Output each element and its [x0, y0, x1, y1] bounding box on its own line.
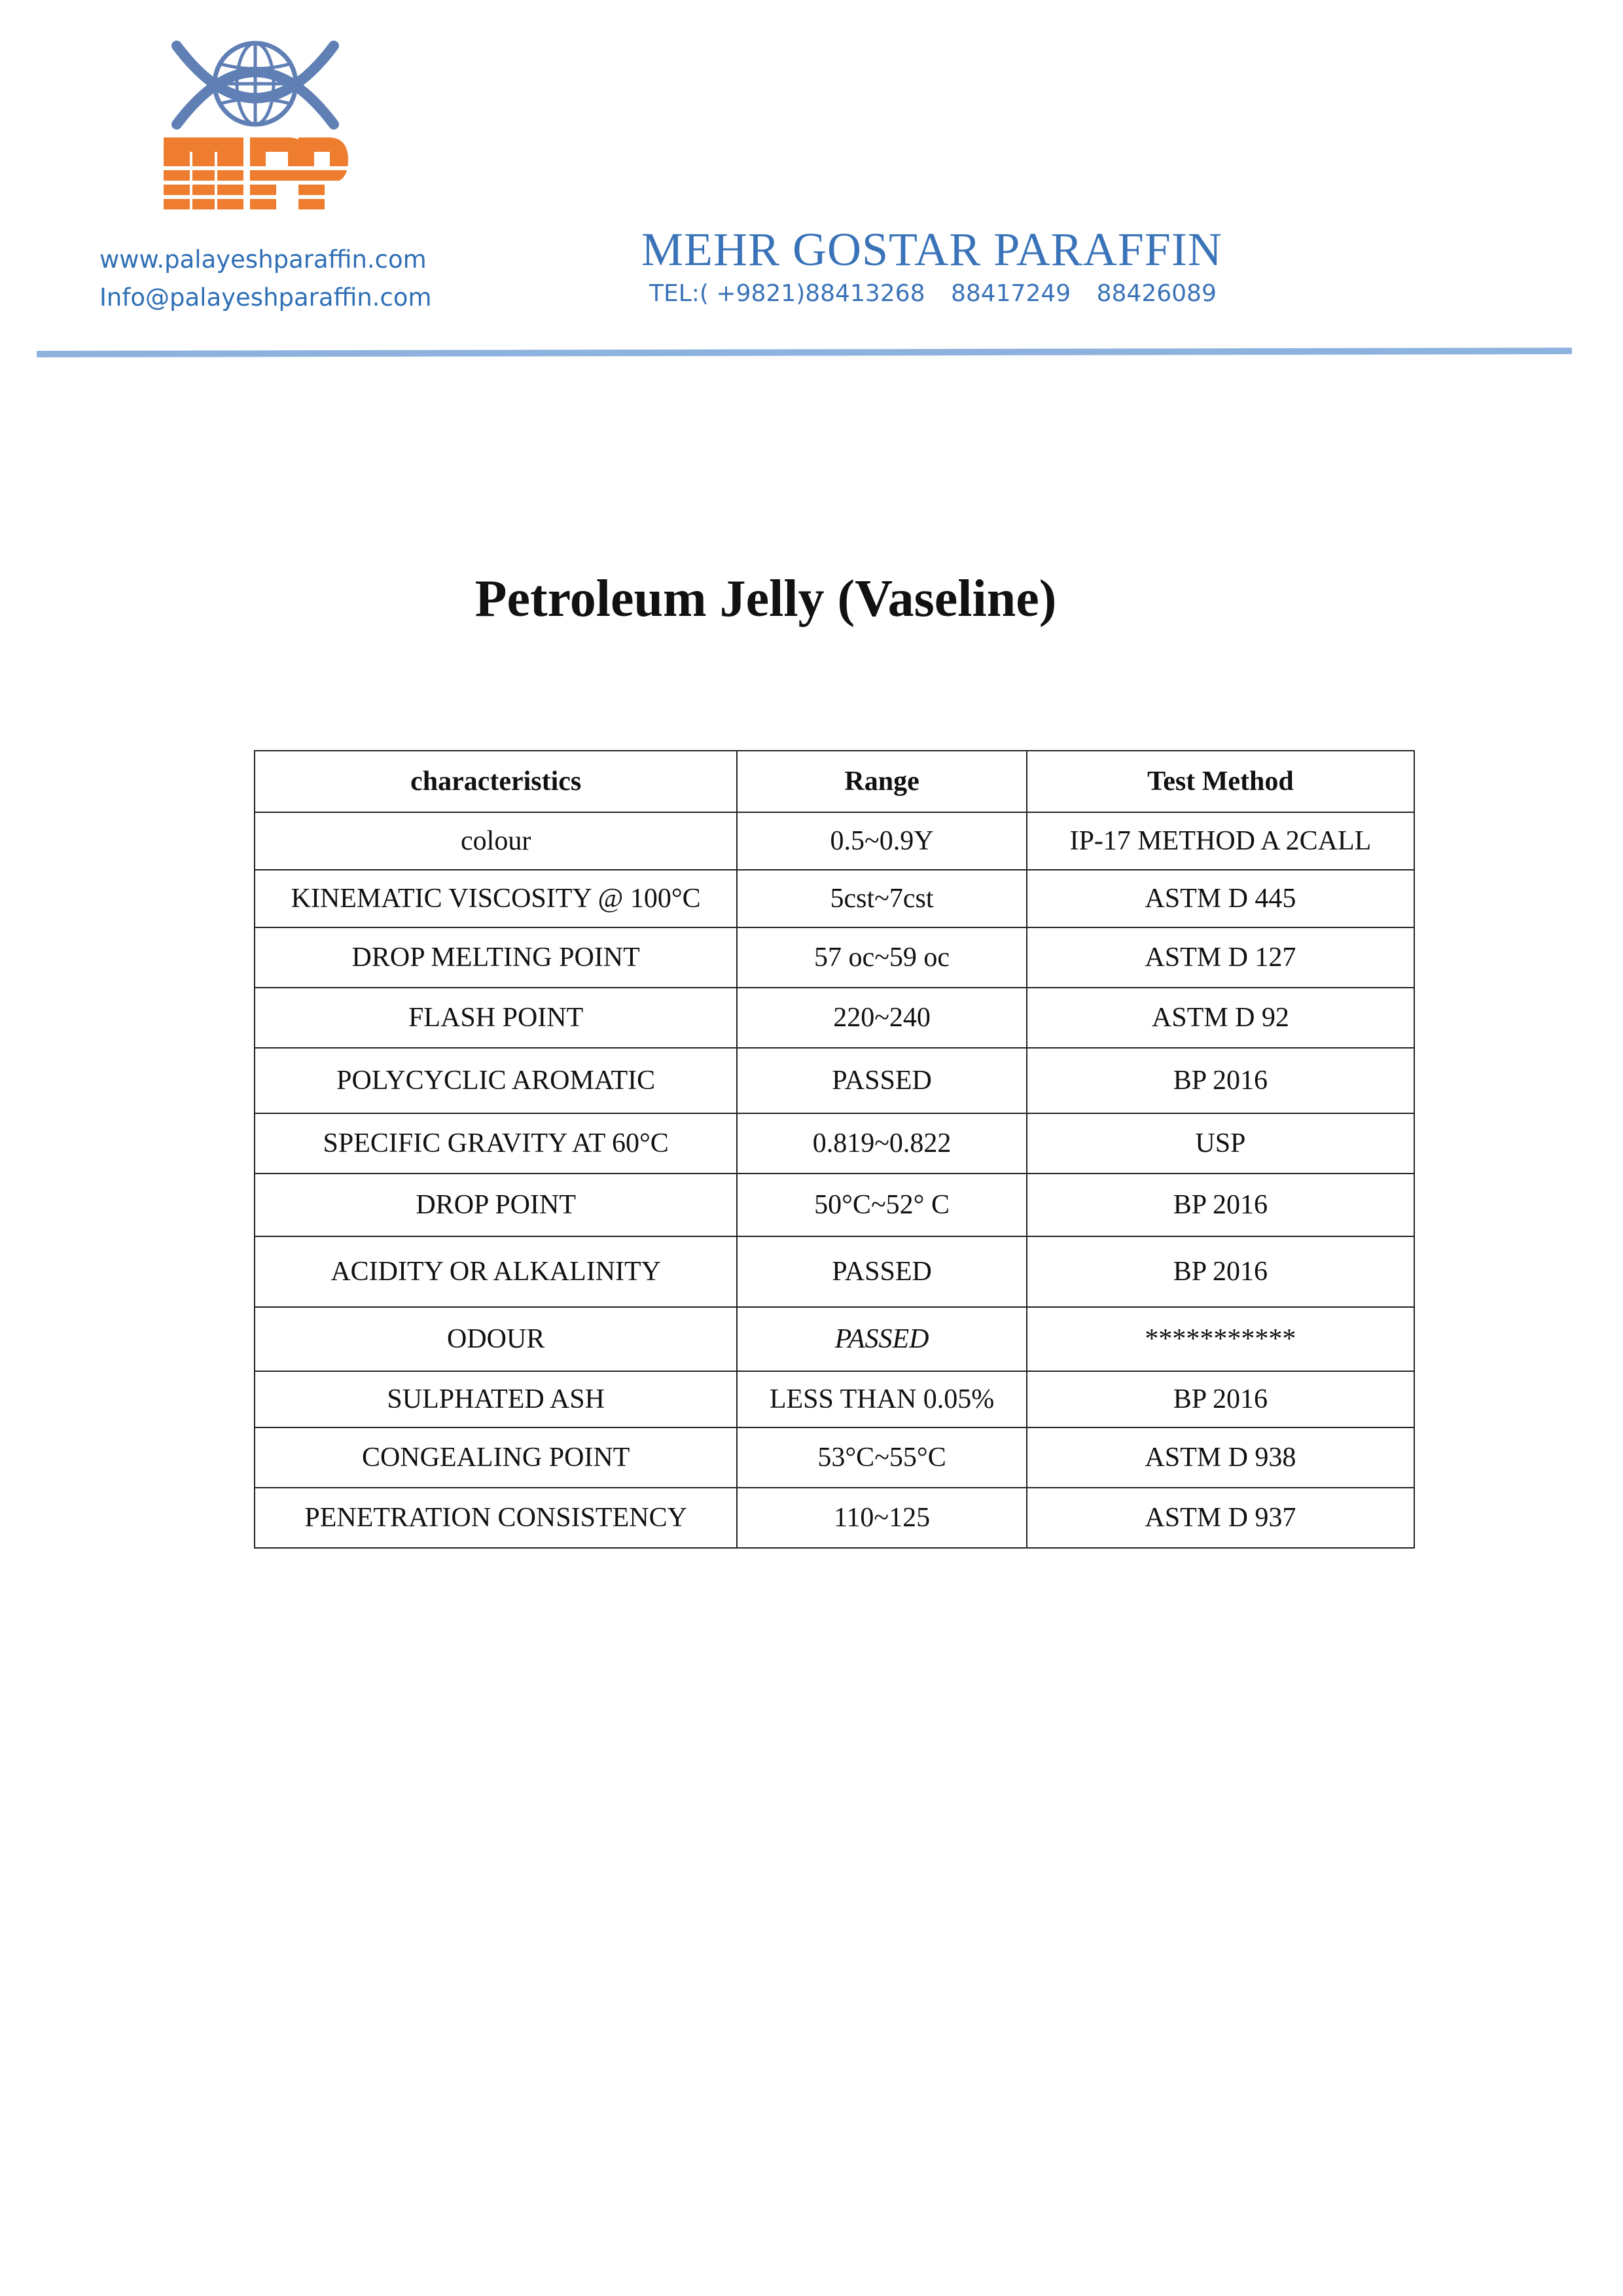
header-divider: [37, 348, 1572, 357]
cell-characteristic: POLYCYCLIC AROMATIC: [255, 1048, 737, 1113]
table-row: [255, 870, 1414, 927]
table-row: [255, 1307, 1414, 1371]
cell-range: PASSED: [737, 1307, 1026, 1371]
cell-method: BP 2016: [1027, 1174, 1414, 1236]
cell-method: ***********: [1027, 1307, 1414, 1371]
cell-characteristic: FLASH POINT: [255, 988, 737, 1048]
specification-table: [254, 750, 1415, 1549]
cell-range: 0.5~0.9Y: [737, 812, 1026, 870]
cell-method: ASTM D 445: [1027, 870, 1414, 927]
table-row: [255, 1427, 1414, 1488]
cell-range: PASSED: [737, 1236, 1026, 1307]
company-logo: [157, 26, 353, 223]
header-characteristics: characteristics: [255, 751, 737, 812]
website-link[interactable]: www.palayeshparaffin.com: [99, 245, 427, 274]
table-row: [255, 1488, 1414, 1548]
cell-characteristic: PENETRATION CONSISTENCY: [255, 1488, 737, 1548]
table-row: [255, 812, 1414, 870]
table-row: [255, 1113, 1414, 1174]
document-title: Petroleum Jelly (Vaseline): [474, 570, 1057, 628]
telephone-numbers: [649, 280, 1235, 307]
cell-method: BP 2016: [1027, 1048, 1414, 1113]
cell-method: BP 2016: [1027, 1236, 1414, 1307]
cell-range: 57 oc~59 oc: [737, 927, 1026, 988]
company-name: MEHR GOSTAR PARAFFIN: [641, 223, 1222, 276]
table-row: [255, 1371, 1414, 1427]
table-row: [255, 988, 1414, 1048]
header-range: Range: [737, 751, 1026, 812]
cell-characteristic: KINEMATIC VISCOSITY @ 100°C: [255, 870, 737, 927]
table-row: [255, 1236, 1414, 1307]
table-header-row: [255, 751, 1414, 812]
table-row: [255, 1048, 1414, 1113]
cell-method: ASTM D 937: [1027, 1488, 1414, 1548]
cell-characteristic: colour: [255, 812, 737, 870]
cell-method: ASTM D 938: [1027, 1427, 1414, 1488]
cell-range: 110~125: [737, 1488, 1026, 1548]
cell-characteristic: SPECIFIC GRAVITY AT 60°C: [255, 1113, 737, 1174]
logo-text: MPP: [255, 221, 257, 222]
cell-method: IP-17 METHOD A 2CALL: [1027, 812, 1414, 870]
cell-characteristic: ODOUR: [255, 1307, 737, 1371]
table-row: [255, 1174, 1414, 1236]
tel-secondary: 88417249: [950, 280, 1071, 307]
cell-method: ASTM D 127: [1027, 927, 1414, 988]
cell-characteristic: CONGEALING POINT: [255, 1427, 737, 1488]
header-test-method: Test Method: [1027, 751, 1414, 812]
globe-icon: [177, 43, 334, 124]
cell-method: BP 2016: [1027, 1371, 1414, 1427]
cell-range: 220~240: [737, 988, 1026, 1048]
tel-tertiary: 88426089: [1096, 280, 1217, 307]
cell-range: 53°C~55°C: [737, 1427, 1026, 1488]
cell-characteristic: DROP MELTING POINT: [255, 927, 737, 988]
table-row: [255, 927, 1414, 988]
cell-range: LESS THAN 0.05%: [737, 1371, 1026, 1427]
cell-method: ASTM D 92: [1027, 988, 1414, 1048]
cell-characteristic: SULPHATED ASH: [255, 1371, 737, 1427]
cell-range: 0.819~0.822: [737, 1113, 1026, 1174]
cell-characteristic: DROP POINT: [255, 1174, 737, 1236]
cell-range: 5cst~7cst: [737, 870, 1026, 927]
cell-range: PASSED: [737, 1048, 1026, 1113]
tel-primary: TEL:( +9821)88413268: [649, 280, 925, 307]
cell-range: 50°C~52° C: [737, 1174, 1026, 1236]
email-link[interactable]: Info@palayeshparaffin.com: [99, 283, 432, 312]
cell-method: USP: [1027, 1113, 1414, 1174]
cell-characteristic: ACIDITY OR ALKALINITY: [255, 1236, 737, 1307]
contact-block: [99, 241, 432, 317]
